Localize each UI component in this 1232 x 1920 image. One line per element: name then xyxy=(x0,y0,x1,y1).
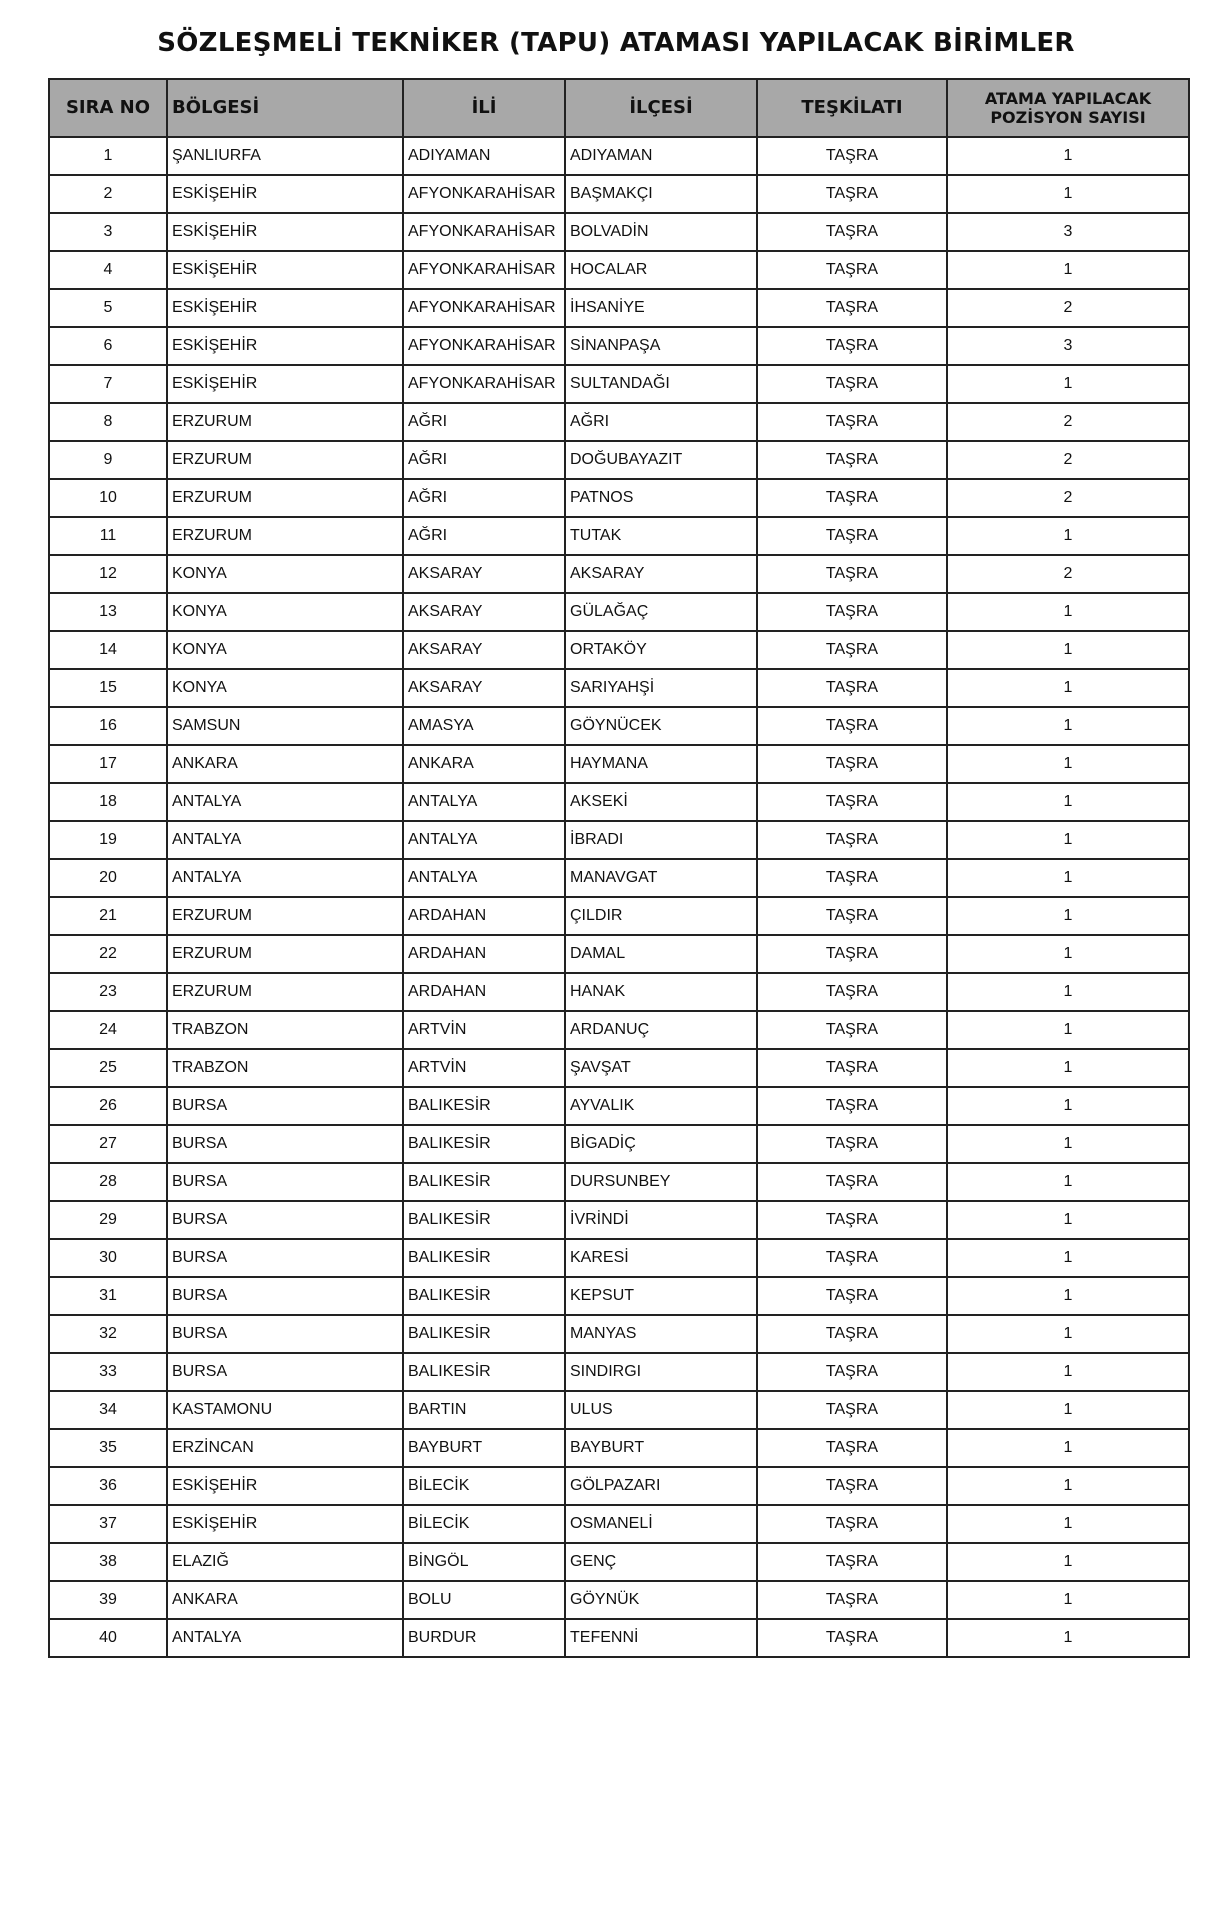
cell-ilcesi: İVRİNDİ xyxy=(565,1201,757,1239)
cell-teskilati: TAŞRA xyxy=(757,403,947,441)
cell-ilcesi: SARIYAHŞİ xyxy=(565,669,757,707)
cell-ili: BALIKESİR xyxy=(403,1277,565,1315)
table-row xyxy=(49,1619,1189,1657)
cell-ili: BALIKESİR xyxy=(403,1125,565,1163)
cell-ilcesi: ŞAVŞAT xyxy=(565,1049,757,1087)
table-row xyxy=(49,783,1189,821)
header-teskilati: TEŞKİLATI xyxy=(757,79,947,137)
header-atama-pozisyon xyxy=(947,79,1189,137)
cell-ili: BALIKESİR xyxy=(403,1087,565,1125)
cell-bolgesi: ANTALYA xyxy=(167,821,403,859)
cell-ili: BALIKESİR xyxy=(403,1201,565,1239)
cell-teskilati: TAŞRA xyxy=(757,1353,947,1391)
cell-sira-no: 2 xyxy=(49,175,167,213)
cell-ilcesi: BAŞMAKÇI xyxy=(565,175,757,213)
cell-ili: ANTALYA xyxy=(403,821,565,859)
cell-ili: AKSARAY xyxy=(403,631,565,669)
cell-pozisyon-sayisi: 1 xyxy=(947,783,1189,821)
cell-sira-no: 30 xyxy=(49,1239,167,1277)
cell-pozisyon-sayisi: 1 xyxy=(947,1543,1189,1581)
cell-ili: AKSARAY xyxy=(403,669,565,707)
cell-bolgesi: BURSA xyxy=(167,1163,403,1201)
cell-bolgesi: KONYA xyxy=(167,555,403,593)
cell-pozisyon-sayisi: 1 xyxy=(947,669,1189,707)
cell-ili: AMASYA xyxy=(403,707,565,745)
cell-pozisyon-sayisi: 1 xyxy=(947,1163,1189,1201)
table-row xyxy=(49,441,1189,479)
cell-bolgesi: BURSA xyxy=(167,1315,403,1353)
cell-ili: AĞRI xyxy=(403,441,565,479)
cell-bolgesi: BURSA xyxy=(167,1201,403,1239)
cell-pozisyon-sayisi: 1 xyxy=(947,859,1189,897)
table-row xyxy=(49,897,1189,935)
cell-ilcesi: PATNOS xyxy=(565,479,757,517)
cell-bolgesi: BURSA xyxy=(167,1277,403,1315)
cell-ilcesi: GÖYNÜK xyxy=(565,1581,757,1619)
cell-teskilati: TAŞRA xyxy=(757,821,947,859)
cell-bolgesi: KONYA xyxy=(167,669,403,707)
table-row xyxy=(49,365,1189,403)
cell-ilcesi: DURSUNBEY xyxy=(565,1163,757,1201)
header-atama-line2: POZİSYON SAYISI xyxy=(990,108,1146,127)
table-row xyxy=(49,1581,1189,1619)
header-bolgesi: BÖLGESİ xyxy=(167,79,403,137)
cell-pozisyon-sayisi: 2 xyxy=(947,403,1189,441)
cell-bolgesi: ERZURUM xyxy=(167,479,403,517)
cell-sira-no: 31 xyxy=(49,1277,167,1315)
cell-bolgesi: ESKİŞEHİR xyxy=(167,213,403,251)
cell-ilcesi: SULTANDAĞI xyxy=(565,365,757,403)
cell-pozisyon-sayisi: 1 xyxy=(947,365,1189,403)
cell-teskilati: TAŞRA xyxy=(757,1543,947,1581)
cell-pozisyon-sayisi: 3 xyxy=(947,213,1189,251)
cell-ili: ANTALYA xyxy=(403,859,565,897)
cell-teskilati: TAŞRA xyxy=(757,1201,947,1239)
cell-teskilati: TAŞRA xyxy=(757,479,947,517)
cell-sira-no: 11 xyxy=(49,517,167,555)
cell-ili: AĞRI xyxy=(403,403,565,441)
cell-ili: AFYONKARAHİSAR xyxy=(403,175,565,213)
table-row xyxy=(49,1277,1189,1315)
cell-ilcesi: SİNANPAŞA xyxy=(565,327,757,365)
table-row xyxy=(49,1505,1189,1543)
cell-pozisyon-sayisi: 1 xyxy=(947,251,1189,289)
cell-teskilati: TAŞRA xyxy=(757,1581,947,1619)
table-row xyxy=(49,669,1189,707)
cell-pozisyon-sayisi: 1 xyxy=(947,137,1189,175)
table-row xyxy=(49,1353,1189,1391)
table-header-row xyxy=(49,79,1189,137)
cell-teskilati: TAŞRA xyxy=(757,137,947,175)
cell-sira-no: 27 xyxy=(49,1125,167,1163)
cell-sira-no: 15 xyxy=(49,669,167,707)
cell-teskilati: TAŞRA xyxy=(757,1049,947,1087)
cell-sira-no: 26 xyxy=(49,1087,167,1125)
cell-ili: AFYONKARAHİSAR xyxy=(403,327,565,365)
cell-ili: ADIYAMAN xyxy=(403,137,565,175)
cell-pozisyon-sayisi: 1 xyxy=(947,1391,1189,1429)
cell-ilcesi: GÜLAĞAÇ xyxy=(565,593,757,631)
cell-sira-no: 37 xyxy=(49,1505,167,1543)
cell-sira-no: 38 xyxy=(49,1543,167,1581)
cell-teskilati: TAŞRA xyxy=(757,175,947,213)
cell-bolgesi: ANTALYA xyxy=(167,1619,403,1657)
cell-teskilati: TAŞRA xyxy=(757,783,947,821)
cell-teskilati: TAŞRA xyxy=(757,1239,947,1277)
cell-ili: AĞRI xyxy=(403,479,565,517)
cell-bolgesi: ERZİNCAN xyxy=(167,1429,403,1467)
cell-pozisyon-sayisi: 1 xyxy=(947,1239,1189,1277)
cell-pozisyon-sayisi: 1 xyxy=(947,1011,1189,1049)
cell-bolgesi: ERZURUM xyxy=(167,403,403,441)
table-row xyxy=(49,973,1189,1011)
cell-teskilati: TAŞRA xyxy=(757,1277,947,1315)
cell-ili: ARDAHAN xyxy=(403,973,565,1011)
cell-ilcesi: HAYMANA xyxy=(565,745,757,783)
cell-pozisyon-sayisi: 1 xyxy=(947,1277,1189,1315)
cell-ilcesi: OSMANELİ xyxy=(565,1505,757,1543)
cell-pozisyon-sayisi: 1 xyxy=(947,935,1189,973)
cell-pozisyon-sayisi: 1 xyxy=(947,745,1189,783)
cell-sira-no: 36 xyxy=(49,1467,167,1505)
cell-ilcesi: HANAK xyxy=(565,973,757,1011)
cell-pozisyon-sayisi: 2 xyxy=(947,479,1189,517)
table-row xyxy=(49,213,1189,251)
cell-pozisyon-sayisi: 1 xyxy=(947,1353,1189,1391)
header-atama-line1: ATAMA YAPILACAK xyxy=(984,89,1152,108)
cell-ili: BAYBURT xyxy=(403,1429,565,1467)
cell-sira-no: 28 xyxy=(49,1163,167,1201)
cell-teskilati: TAŞRA xyxy=(757,1391,947,1429)
cell-bolgesi: KONYA xyxy=(167,593,403,631)
cell-bolgesi: ESKİŞEHİR xyxy=(167,327,403,365)
cell-pozisyon-sayisi: 1 xyxy=(947,1087,1189,1125)
cell-sira-no: 14 xyxy=(49,631,167,669)
cell-sira-no: 20 xyxy=(49,859,167,897)
cell-bolgesi: ERZURUM xyxy=(167,935,403,973)
cell-ilcesi: MANAVGAT xyxy=(565,859,757,897)
cell-bolgesi: BURSA xyxy=(167,1125,403,1163)
cell-teskilati: TAŞRA xyxy=(757,251,947,289)
cell-ilcesi: GENÇ xyxy=(565,1543,757,1581)
cell-teskilati: TAŞRA xyxy=(757,1429,947,1467)
cell-bolgesi: ANKARA xyxy=(167,1581,403,1619)
cell-sira-no: 40 xyxy=(49,1619,167,1657)
cell-sira-no: 12 xyxy=(49,555,167,593)
cell-teskilati: TAŞRA xyxy=(757,593,947,631)
cell-ili: BİLECİK xyxy=(403,1467,565,1505)
cell-bolgesi: ESKİŞEHİR xyxy=(167,251,403,289)
cell-ili: BOLU xyxy=(403,1581,565,1619)
cell-ili: ANTALYA xyxy=(403,783,565,821)
cell-ili: ARDAHAN xyxy=(403,935,565,973)
table-row xyxy=(49,1049,1189,1087)
cell-pozisyon-sayisi: 1 xyxy=(947,897,1189,935)
cell-ilcesi: BİGADİÇ xyxy=(565,1125,757,1163)
cell-bolgesi: ESKİŞEHİR xyxy=(167,1505,403,1543)
cell-teskilati: TAŞRA xyxy=(757,517,947,555)
cell-sira-no: 35 xyxy=(49,1429,167,1467)
cell-sira-no: 34 xyxy=(49,1391,167,1429)
cell-teskilati: TAŞRA xyxy=(757,859,947,897)
cell-ili: ANKARA xyxy=(403,745,565,783)
table-row xyxy=(49,1239,1189,1277)
table-row xyxy=(49,1201,1189,1239)
table-row xyxy=(49,707,1189,745)
table-row xyxy=(49,1125,1189,1163)
cell-teskilati: TAŞRA xyxy=(757,1125,947,1163)
cell-bolgesi: BURSA xyxy=(167,1353,403,1391)
cell-bolgesi: ŞANLIURFA xyxy=(167,137,403,175)
cell-ili: BİNGÖL xyxy=(403,1543,565,1581)
cell-ilcesi: İHSANİYE xyxy=(565,289,757,327)
cell-ilcesi: BAYBURT xyxy=(565,1429,757,1467)
table-row xyxy=(49,593,1189,631)
cell-sira-no: 33 xyxy=(49,1353,167,1391)
cell-sira-no: 7 xyxy=(49,365,167,403)
cell-ilcesi: SINDIRGI xyxy=(565,1353,757,1391)
cell-pozisyon-sayisi: 1 xyxy=(947,1429,1189,1467)
cell-ilcesi: ULUS xyxy=(565,1391,757,1429)
cell-pozisyon-sayisi: 1 xyxy=(947,973,1189,1011)
table-row xyxy=(49,517,1189,555)
cell-sira-no: 1 xyxy=(49,137,167,175)
cell-sira-no: 22 xyxy=(49,935,167,973)
cell-bolgesi: ESKİŞEHİR xyxy=(167,1467,403,1505)
cell-bolgesi: ERZURUM xyxy=(167,517,403,555)
table-row xyxy=(49,1429,1189,1467)
cell-bolgesi: ERZURUM xyxy=(167,441,403,479)
cell-ili: AFYONKARAHİSAR xyxy=(403,251,565,289)
cell-pozisyon-sayisi: 1 xyxy=(947,1619,1189,1657)
table-row xyxy=(49,859,1189,897)
table-row xyxy=(49,137,1189,175)
cell-teskilati: TAŞRA xyxy=(757,1011,947,1049)
cell-ilcesi: AĞRI xyxy=(565,403,757,441)
page-title: SÖZLEŞMELİ TEKNİKER (TAPU) ATAMASI YAPILACAK BİRİMLER xyxy=(157,28,1075,58)
cell-teskilati: TAŞRA xyxy=(757,441,947,479)
cell-teskilati: TAŞRA xyxy=(757,327,947,365)
cell-sira-no: 24 xyxy=(49,1011,167,1049)
cell-sira-no: 16 xyxy=(49,707,167,745)
cell-ili: ARTVİN xyxy=(403,1011,565,1049)
assignment-table xyxy=(48,78,1190,1658)
cell-pozisyon-sayisi: 1 xyxy=(947,517,1189,555)
cell-bolgesi: ESKİŞEHİR xyxy=(167,289,403,327)
cell-pozisyon-sayisi: 1 xyxy=(947,707,1189,745)
cell-ilcesi: TUTAK xyxy=(565,517,757,555)
cell-teskilati: TAŞRA xyxy=(757,935,947,973)
cell-sira-no: 23 xyxy=(49,973,167,1011)
cell-ili: ARDAHAN xyxy=(403,897,565,935)
table-row xyxy=(49,251,1189,289)
cell-pozisyon-sayisi: 1 xyxy=(947,1505,1189,1543)
table-row xyxy=(49,1315,1189,1353)
cell-sira-no: 5 xyxy=(49,289,167,327)
cell-teskilati: TAŞRA xyxy=(757,669,947,707)
cell-bolgesi: BURSA xyxy=(167,1087,403,1125)
cell-teskilati: TAŞRA xyxy=(757,973,947,1011)
cell-teskilati: TAŞRA xyxy=(757,707,947,745)
cell-teskilati: TAŞRA xyxy=(757,1505,947,1543)
cell-teskilati: TAŞRA xyxy=(757,897,947,935)
cell-ili: AKSARAY xyxy=(403,555,565,593)
cell-ilcesi: GÖLPAZARI xyxy=(565,1467,757,1505)
table-row xyxy=(49,289,1189,327)
cell-pozisyon-sayisi: 1 xyxy=(947,593,1189,631)
cell-bolgesi: ERZURUM xyxy=(167,897,403,935)
cell-ilcesi: DOĞUBAYAZIT xyxy=(565,441,757,479)
cell-pozisyon-sayisi: 1 xyxy=(947,1049,1189,1087)
cell-bolgesi: ANKARA xyxy=(167,745,403,783)
cell-teskilati: TAŞRA xyxy=(757,1619,947,1657)
cell-teskilati: TAŞRA xyxy=(757,1163,947,1201)
header-sira-no: SIRA NO xyxy=(49,79,167,137)
cell-teskilati: TAŞRA xyxy=(757,289,947,327)
cell-ili: BALIKESİR xyxy=(403,1315,565,1353)
cell-bolgesi: ERZURUM xyxy=(167,973,403,1011)
cell-bolgesi: KASTAMONU xyxy=(167,1391,403,1429)
cell-pozisyon-sayisi: 1 xyxy=(947,631,1189,669)
cell-pozisyon-sayisi: 2 xyxy=(947,555,1189,593)
cell-ilcesi: MANYAS xyxy=(565,1315,757,1353)
cell-sira-no: 39 xyxy=(49,1581,167,1619)
cell-teskilati: TAŞRA xyxy=(757,1087,947,1125)
cell-pozisyon-sayisi: 2 xyxy=(947,289,1189,327)
cell-ili: AĞRI xyxy=(403,517,565,555)
table-row xyxy=(49,1467,1189,1505)
cell-teskilati: TAŞRA xyxy=(757,1467,947,1505)
cell-ilcesi: BOLVADİN xyxy=(565,213,757,251)
cell-bolgesi: ESKİŞEHİR xyxy=(167,365,403,403)
cell-ilcesi: GÖYNÜCEK xyxy=(565,707,757,745)
table-row xyxy=(49,403,1189,441)
cell-ilcesi: DAMAL xyxy=(565,935,757,973)
cell-ilcesi: KARESİ xyxy=(565,1239,757,1277)
cell-ilcesi: ARDANUÇ xyxy=(565,1011,757,1049)
cell-ili: BURDUR xyxy=(403,1619,565,1657)
cell-ili: ARTVİN xyxy=(403,1049,565,1087)
table-row xyxy=(49,631,1189,669)
cell-sira-no: 13 xyxy=(49,593,167,631)
cell-pozisyon-sayisi: 1 xyxy=(947,175,1189,213)
header-ilcesi: İLÇESİ xyxy=(565,79,757,137)
cell-pozisyon-sayisi: 3 xyxy=(947,327,1189,365)
cell-ili: AFYONKARAHİSAR xyxy=(403,213,565,251)
table-row xyxy=(49,1011,1189,1049)
cell-ili: AFYONKARAHİSAR xyxy=(403,365,565,403)
cell-pozisyon-sayisi: 1 xyxy=(947,1201,1189,1239)
table-body xyxy=(49,137,1189,1657)
table-row xyxy=(49,175,1189,213)
cell-teskilati: TAŞRA xyxy=(757,1315,947,1353)
cell-sira-no: 18 xyxy=(49,783,167,821)
table-row xyxy=(49,555,1189,593)
table-row xyxy=(49,479,1189,517)
cell-ili: BALIKESİR xyxy=(403,1353,565,1391)
table-row xyxy=(49,1087,1189,1125)
cell-sira-no: 8 xyxy=(49,403,167,441)
table-row xyxy=(49,1163,1189,1201)
cell-bolgesi: BURSA xyxy=(167,1239,403,1277)
cell-sira-no: 21 xyxy=(49,897,167,935)
cell-sira-no: 32 xyxy=(49,1315,167,1353)
cell-pozisyon-sayisi: 1 xyxy=(947,1125,1189,1163)
cell-bolgesi: KONYA xyxy=(167,631,403,669)
cell-bolgesi: ANTALYA xyxy=(167,783,403,821)
cell-ilcesi: ADIYAMAN xyxy=(565,137,757,175)
cell-ilcesi: AKSARAY xyxy=(565,555,757,593)
cell-pozisyon-sayisi: 1 xyxy=(947,1467,1189,1505)
cell-bolgesi: ELAZIĞ xyxy=(167,1543,403,1581)
cell-bolgesi: ANTALYA xyxy=(167,859,403,897)
header-ili: İLİ xyxy=(403,79,565,137)
cell-teskilati: TAŞRA xyxy=(757,745,947,783)
cell-ilcesi: AKSEKİ xyxy=(565,783,757,821)
cell-sira-no: 3 xyxy=(49,213,167,251)
cell-ilcesi: ORTAKÖY xyxy=(565,631,757,669)
cell-ili: BİLECİK xyxy=(403,1505,565,1543)
cell-ili: BALIKESİR xyxy=(403,1239,565,1277)
cell-ilcesi: İBRADI xyxy=(565,821,757,859)
cell-ilcesi: TEFENNİ xyxy=(565,1619,757,1657)
cell-ilcesi: AYVALIK xyxy=(565,1087,757,1125)
cell-ilcesi: HOCALAR xyxy=(565,251,757,289)
cell-sira-no: 25 xyxy=(49,1049,167,1087)
cell-sira-no: 29 xyxy=(49,1201,167,1239)
cell-sira-no: 6 xyxy=(49,327,167,365)
cell-bolgesi: TRABZON xyxy=(167,1011,403,1049)
cell-ili: AKSARAY xyxy=(403,593,565,631)
cell-teskilati: TAŞRA xyxy=(757,213,947,251)
cell-sira-no: 4 xyxy=(49,251,167,289)
cell-sira-no: 17 xyxy=(49,745,167,783)
cell-teskilati: TAŞRA xyxy=(757,365,947,403)
cell-bolgesi: TRABZON xyxy=(167,1049,403,1087)
cell-ili: BARTIN xyxy=(403,1391,565,1429)
cell-teskilati: TAŞRA xyxy=(757,555,947,593)
cell-bolgesi: SAMSUN xyxy=(167,707,403,745)
table-row xyxy=(49,1391,1189,1429)
cell-ilcesi: KEPSUT xyxy=(565,1277,757,1315)
cell-bolgesi: ESKİŞEHİR xyxy=(167,175,403,213)
cell-pozisyon-sayisi: 1 xyxy=(947,1581,1189,1619)
table-row xyxy=(49,745,1189,783)
table-row xyxy=(49,327,1189,365)
cell-sira-no: 9 xyxy=(49,441,167,479)
cell-pozisyon-sayisi: 1 xyxy=(947,821,1189,859)
cell-ili: BALIKESİR xyxy=(403,1163,565,1201)
cell-ili: AFYONKARAHİSAR xyxy=(403,289,565,327)
cell-ilcesi: ÇILDIR xyxy=(565,897,757,935)
cell-teskilati: TAŞRA xyxy=(757,631,947,669)
cell-sira-no: 19 xyxy=(49,821,167,859)
cell-sira-no: 10 xyxy=(49,479,167,517)
cell-pozisyon-sayisi: 1 xyxy=(947,1315,1189,1353)
table-row xyxy=(49,1543,1189,1581)
table-row xyxy=(49,821,1189,859)
cell-pozisyon-sayisi: 2 xyxy=(947,441,1189,479)
table-row xyxy=(49,935,1189,973)
